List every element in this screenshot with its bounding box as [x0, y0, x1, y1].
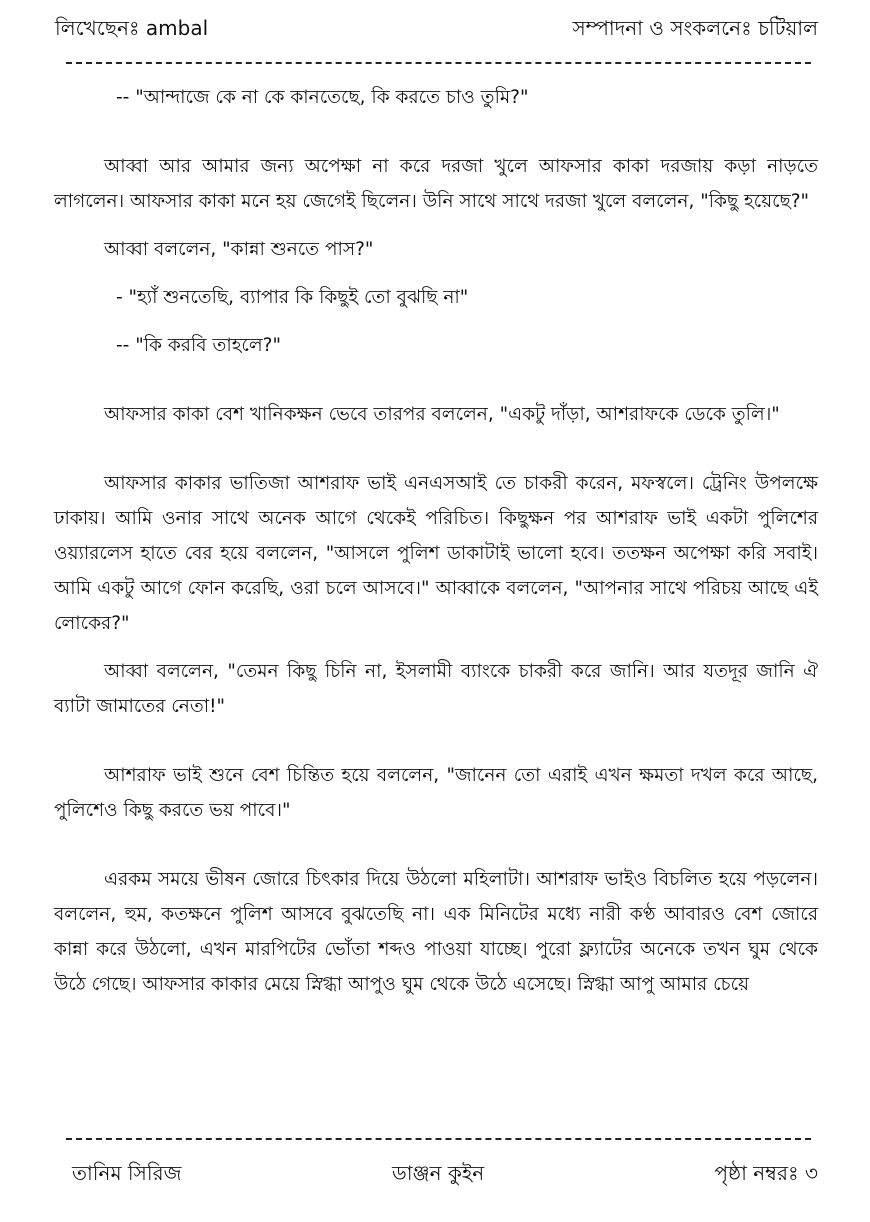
story-body: [54, 80, 818, 1002]
footer-divider: [66, 1138, 811, 1140]
dialogue-line: -- "কি করবি তাহলে?": [116, 335, 281, 356]
paragraph: আব্বা বললেন, "তেমন কিছু চিনি না, ইসলামী ব্যাংকে চাকরী করে জানি। আর যতদূর জানি ঐ ব্যাটা জামাতের নেতা!": [54, 661, 818, 717]
paragraph: আফসার কাকার ভাতিজা আশরাফ ভাই এনএসআই তে চাকরী করেন, মফস্বলে। ট্রেনিং উপলক্ষে ঢাকায়। আমি ওনার সাথে অনেক আগে থেকেই পরিচিত। কিছুক্ষন পর আশরাফ ভাই একটা পুলিশের ওয়্যারলেস হাতে বের হয়ে বললেন, "আসলে পুলিশ ডাকাটাই ভালো হবে। ততক্ষন অপেক্ষা করি সবাই। আমি একটু আগে ফোন করেছি, ওরা চলে আসবে।" আব্বাকে বললেন, "আপনার সাথে পরিচয় আছে এই লোকের?": [54, 473, 818, 634]
page-header: [55, 14, 818, 46]
paragraph: আফসার কাকা বেশ খানিকক্ষন ভেবে তারপর বললেন, "একটু দাঁড়া, আশরাফকে ডেকে তুলি।": [104, 404, 780, 425]
dialogue-line: - "হ্যাঁ শুনতেছি, ব্যাপার কি কিছুই তো বুঝছি না": [116, 287, 469, 308]
dialogue-line: -- "আন্দাজে কে না কে কানতেছে, কি করতে চাও তুমি?": [116, 87, 529, 108]
header-divider: [66, 62, 811, 64]
story-title: ডাঞ্জন কুইন: [392, 1160, 485, 1185]
paragraph: এরকম সময়ে ভীষন জোরে চিৎকার দিয়ে উঠলো মহিলাটা। আশরাফ ভাইও বিচলিত হয়ে পড়লেন। বললেন, হুম, কতক্ষনে পুলিশ আসবে বুঝতেছি না। এক মিনিটের মধ্যে নারী কণ্ঠ আবারও বেশ জোরে কান্না করে উঠলো, এখন মারপিটের ভোঁতা শব্দও পাওয়া যাচ্ছে। পুরো ফ্ল্যাটের অনেকে তখন ঘুম থেকে উঠে গেছে। আফসার কাকার মেয়ে স্নিগ্ধা আপুও ঘুম থেকে উঠে এসেছে। স্নিগ্ধা আপু আমার চেয়ে: [54, 869, 818, 995]
series-name: তানিম সিরিজ: [72, 1160, 182, 1185]
paragraph: আশরাফ ভাই শুনে বেশ চিন্তিত হয়ে বললেন, "জানেন তো এরাই এখন ক্ষমতা দখল করে আছে, পুলিশেও কিছু করতে ভয় পাবে।": [54, 765, 818, 821]
editor-credit: সম্পাদনা ও সংকলনেঃ চটিয়াল: [572, 15, 818, 40]
page-footer: [72, 1158, 818, 1192]
author-credit: লিখেছেনঃ ambal: [55, 15, 209, 40]
page-number: পৃষ্ঠা নম্বরঃ ৩: [714, 1160, 818, 1185]
paragraph: আব্বা আর আমার জন্য অপেক্ষা না করে দরজা খুলে আফসার কাকা দরজায় কড়া নাড়তে লাগলেন। আফসার কাকা মনে হয় জেগেই ছিলেন। উনি সাথে সাথে দরজা খুলে বললেন, "কিছু হয়েছে?": [54, 156, 818, 212]
paragraph: আব্বা বললেন, "কান্না শুনতে পাস?": [104, 239, 374, 260]
